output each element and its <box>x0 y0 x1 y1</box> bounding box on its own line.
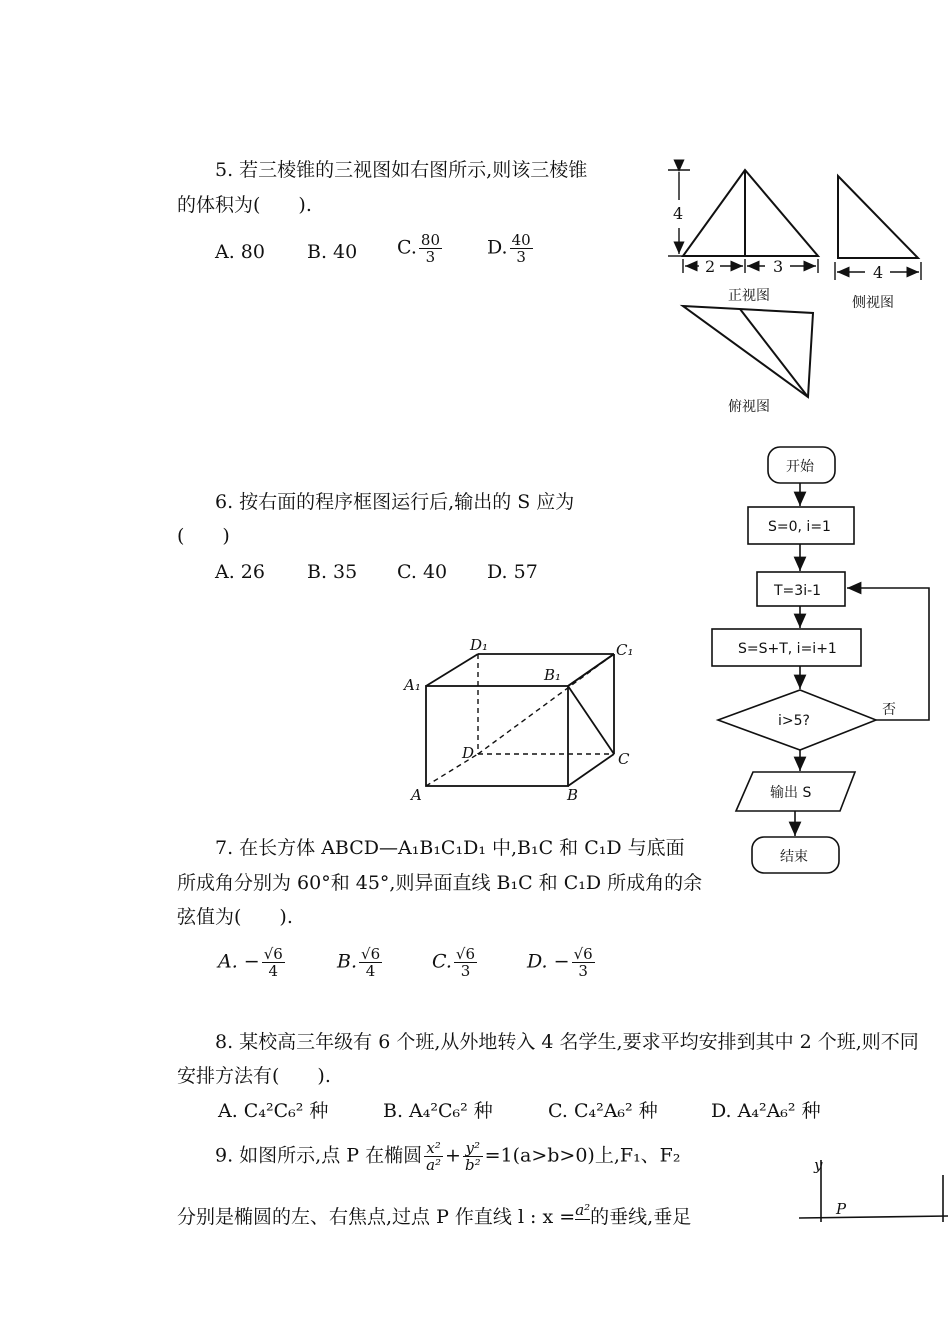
flow-start-text: 开始 <box>786 459 814 475</box>
q7-option-b-den: 4 <box>365 962 376 980</box>
q9-frac-x-num: x² <box>424 1140 443 1157</box>
q7-label-a: A <box>411 786 422 804</box>
q7-cuboid <box>426 654 614 786</box>
q7-option-d-prefix: D. − <box>527 950 570 973</box>
q7-option-c-prefix: C. <box>432 950 452 973</box>
q5-line2: 的体积为( ). <box>177 194 312 216</box>
q7-option-b-num: √6 <box>361 945 381 963</box>
q7-option-a-prefix: A. − <box>218 950 260 973</box>
q5-option-c-prefix: C. <box>397 236 417 259</box>
flow-output-text: 输出 S <box>770 785 812 801</box>
flow-init-text: S=0, i=1 <box>768 519 831 535</box>
q9-line1-post: =1(a>b>0)上,F₁、F₂ <box>484 1144 681 1167</box>
q5-option-a: A. 80 <box>215 241 265 263</box>
q5-option-d-den: 3 <box>516 248 526 266</box>
q8-option-a: A. C₄²C₆² 种 <box>218 1100 329 1122</box>
q7-line1: 7. 在长方体 ABCD—A₁B₁C₁D₁ 中,B₁C 和 C₁D 与底面 <box>215 837 685 859</box>
q7-option-b-prefix: B. <box>337 950 358 973</box>
q5-side-width-label: 4 <box>873 263 884 282</box>
q9-line2-post: 的垂线,垂足 <box>590 1206 692 1228</box>
q7-label-b: B <box>567 786 579 804</box>
q5-side-view <box>838 176 918 258</box>
q9-plus: + <box>445 1144 461 1167</box>
q6-option-a: A. 26 <box>215 561 265 583</box>
q5-side-caption: 侧视图 <box>852 295 894 311</box>
q5-option-c-den: 3 <box>425 248 436 266</box>
q9-line1-pre: 9. 如图所示,点 P 在椭圆 <box>215 1144 423 1167</box>
q9-frac-y-num: y² <box>463 1140 483 1157</box>
q5-option-d-prefix: D. <box>487 236 508 259</box>
q9-y-axis-label: y <box>814 1156 823 1174</box>
q5-top-caption: 俯视图 <box>728 399 770 415</box>
flowchart <box>712 447 929 873</box>
q7-option-d-den: 3 <box>578 962 588 980</box>
q5-width-dimension <box>683 259 818 273</box>
q6-option-c: C. 40 <box>397 561 448 583</box>
q5-height-label: 4 <box>673 204 684 223</box>
q7-label-b1: B₁ <box>544 666 562 684</box>
q7-option-c-den: 3 <box>460 962 471 980</box>
q7-label-d1: D₁ <box>470 636 489 654</box>
q7-label-d: D <box>462 744 475 762</box>
q7-line2: 所成角分别为 60°和 45°,则异面直线 B₁C 和 C₁D 所成角的余 <box>177 872 703 894</box>
q5-width-left-label: 2 <box>705 257 716 276</box>
q7-label-c: C <box>618 750 630 768</box>
q7-line3: 弦值为( ). <box>177 906 293 928</box>
q5-width-right-label: 3 <box>773 257 784 276</box>
flow-no-label: 否 <box>882 702 896 718</box>
q5-line1: 5. 若三棱锥的三视图如右图所示,则该三棱锥 <box>215 159 588 181</box>
q5-option-b: B. 40 <box>307 241 358 263</box>
q5-option-c-num: 80 <box>420 231 440 249</box>
q7-label-a1: A₁ <box>404 676 421 694</box>
q5-front-view <box>683 170 818 256</box>
q6-line1: 6. 按右面的程序框图运行后,输出的 S 应为 <box>215 491 575 513</box>
q5-option-d-num: 40 <box>511 231 531 249</box>
q8-option-d: D. A₄²A₆² 种 <box>711 1100 821 1122</box>
q8-option-c: C. C₄²A₆² 种 <box>548 1100 658 1122</box>
q5-top-view <box>683 306 813 397</box>
flow-step2-text: S=S+T, i=i+1 <box>738 641 837 657</box>
q7-label-c1: C₁ <box>616 641 634 659</box>
q9-p-label: P <box>836 1200 847 1218</box>
q9-frac-x-den: a² <box>426 1156 442 1174</box>
q9-frac-y-den: b² <box>464 1156 481 1174</box>
q9-line2-num: a² <box>575 1201 591 1219</box>
flow-end-text: 结束 <box>780 849 808 865</box>
flow-step1-text: T=3i-1 <box>774 583 822 599</box>
q8-line1: 8. 某校高三年级有 6 个班,从外地转入 4 名学生,要求平均安排到其中 2 个班,则不同 <box>215 1031 919 1053</box>
q9-line2-pre: 分别是椭圆的左、右焦点,过点 P 作直线 l : x = <box>177 1206 576 1228</box>
flow-condition-text: i>5? <box>778 713 810 729</box>
q6-option-d: D. 57 <box>487 561 538 583</box>
q7-option-a-den: 4 <box>268 962 279 980</box>
q7-option-d-num: √6 <box>573 945 593 963</box>
q8-line2: 安排方法有( ). <box>177 1065 331 1087</box>
q8-option-b: B. A₄²C₆² 种 <box>383 1100 493 1122</box>
q6-line2: ( ) <box>177 525 230 547</box>
q5-front-caption: 正视图 <box>728 288 770 304</box>
q6-option-b: B. 35 <box>307 561 358 583</box>
q7-option-c-num: √6 <box>455 945 476 963</box>
q7-option-a-num: √6 <box>263 945 283 963</box>
